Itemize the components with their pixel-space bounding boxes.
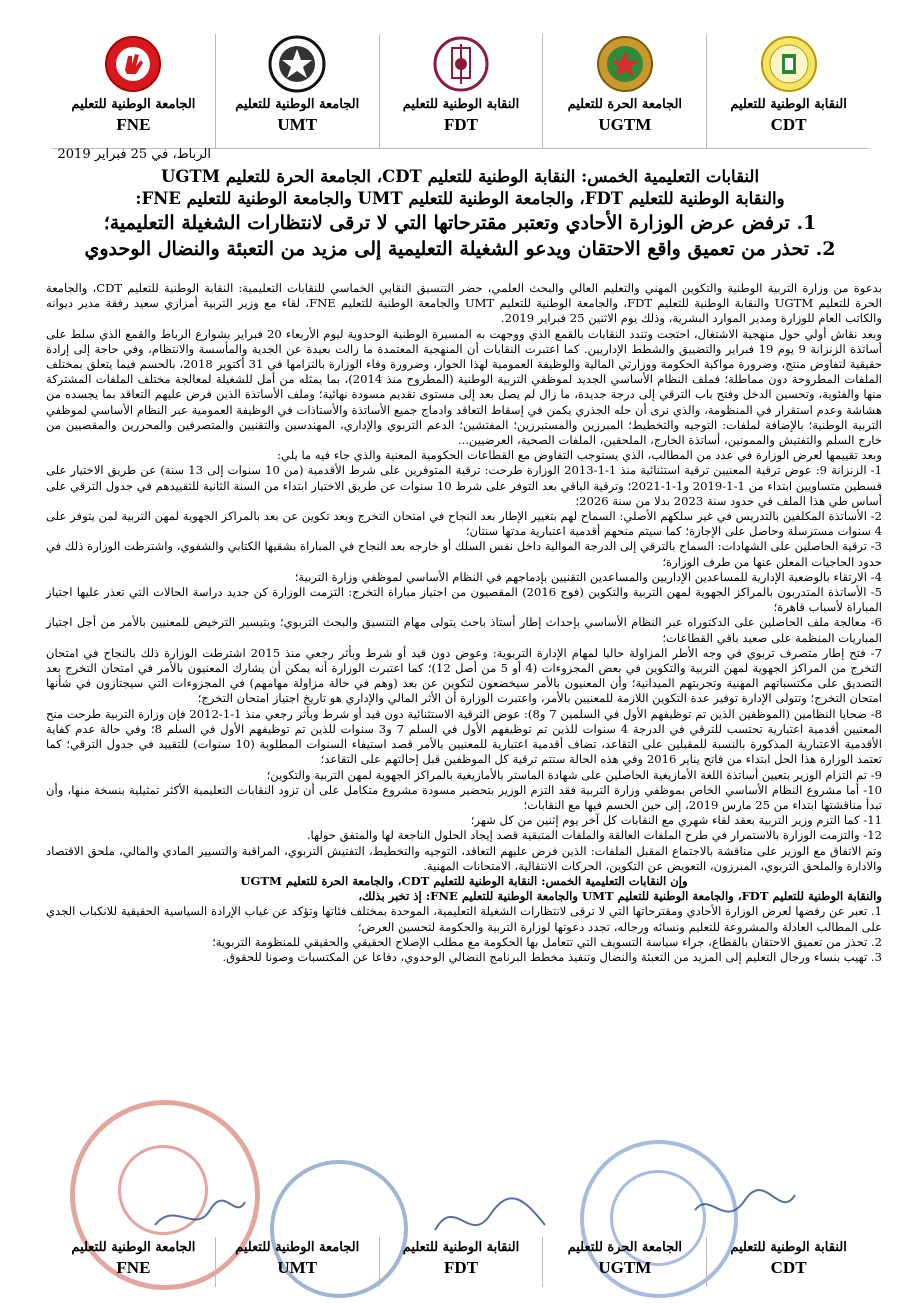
signatory-cdt: [706, 1237, 870, 1287]
signature: [150, 1190, 250, 1240]
union-name: النقابة الوطنية للتعليم: [402, 1240, 520, 1255]
document-body: [46, 281, 882, 965]
title-point: 2. تحذر من تعميق واقع الاحتقان ويدعو الشغيلة التعليمية إلى مزيد من التعبئة والنضال الوحدوي: [84, 238, 836, 260]
union-name: الجامعة الوطنية للتعليم: [235, 1240, 360, 1255]
union-abbr: FNE: [116, 1258, 151, 1277]
body-paragraph: بدعوة من وزارة التربية الوطنية والتكوين المهني والتعليم العالي والبحث العلمي، حضر التنسيق النقابي الخماسي للنقابات التعليمية: النقابة الوطنية للتعليم CDT، والجامعة الحرة للتعليم UGTM والنقابة الوطنية للتعليم FDT، والجامعة الوطنية للتعليم UMT والجامعة الوطنية للتعليم FNE، لقاء مع وزير التربية أمزازي سعيد رفقة مدير ديوانه والكاتب العام للوزارة ومدير الموارد البشرية، وذلك يوم الاثنين 25 فبراير 2019.: [46, 281, 882, 326]
list-item: 9- تم التزام الوزير بتعيين أساتذة اللغة الأمازيغية الحاصلين على شهادة الماستر بالأمازيغية بالمراكز الجهوية لمهن التربية والتكوين؛: [266, 767, 882, 782]
list-item: 11- كما التزم وزير التربية بعقد لقاء شهري مع النقابات كل آخر يوم إثنين من كل شهر؛: [470, 813, 882, 828]
union-name: الجامعة الوطنية للتعليم: [71, 97, 196, 112]
union-name: الجامعة الحرة للتعليم: [567, 1240, 683, 1255]
union-fdt: [379, 34, 543, 148]
closing-line: وإن النقابات التعليمية الخمس: النقابة الوطنية للتعليم CDT، والجامعة الحرة للتعليم UGTM: [240, 873, 688, 888]
union-name: النقابة الوطنية للتعليم: [730, 1240, 847, 1255]
body-paragraph: وتم الاتفاق مع الوزير على مناقشة بالاجتماع المقبل الملفات: الذين فرض عليهم التعاقد، التوجيه والتخطيط، التفتيش التربوي، المراقبة والتسيير المادي والمالي، ملحق الاقتصاد والادارة والملحق التربوي، المبرزون، التعويض عن التكوين، الحركات الانتقالية، الامتحانات المهنية.: [46, 843, 882, 873]
red-stamp-inner: [118, 1145, 208, 1235]
list-item: 4- الارتقاء بالوضعية الإدارية للمساعدين الإداريين والمساعدين التقنيين بإدماجهم في النظام الأساسي لموظفي وزارة التربية؛: [294, 569, 882, 584]
list-item: 7- فتح إطار متصرف تربوي في وجه الأطر المزاولة حاليا لمهام الإدارة التربوية: وعوض دون قيد أو شرط وبأثر رجعي منذ 2015 اشترطت الوزارة ذلك بالنجاح في امتحان التخرج من المراكز الجهوية لمهن التربية والتكوين في بعض المجزوءات (4 أو 5 من أصل 12)؛ كما اعتبرت الوزارة أنه يمكن أن يشارك المعنيون بالأمر في امتحان التخرج بعد التصديق على مكتسباتهم المهنية وتجربتهم الميدانية؛ وأن المعنيون بالأمر سيخضعون لتكوين عن بعد (وهم في حالة مزاولة مهامهم) في المجزوءات التي سيجتازون في شأنها امتحان التخرج؛ وتتولى الإدارة توفير عدة التكوين اللازمة للمعنيين بالأمر، واعتبرت الوزارة أن الأثر المالي والإداري هو تاريخ اجتياز امتحان التخرج؛: [46, 645, 882, 706]
list-item: 1- الزنزانة 9: عوض ترقية المعنيين ترقية استثنائية منذ 1-1-2013 الوزارة طرحت: ترقية المتوفرين على شرط الأقدمية (من 10 سنوات إلى 13 سنة) عن طريق الاختيار على قسطين متساويين ابتداء من 1-1-2019 و1-1-2021؛ وترقية الباقي بعد التوفر على شرط 10 سنوات عن طريق الاختيار ابتداء من السنة الثانية للتقييدهم في جدول الترقي على أساس طي هذا الملف في حدود سنة 2023 بدلا من سنة 2026؛: [46, 463, 882, 508]
closing-line: والنقابة الوطنية للتعليم FDT، والجامعة الوطنية للتعليم UMT والجامعة الوطنية للتعليم FNE: إذ تخبر بذلك،: [358, 889, 882, 904]
union-name: الجامعة الوطنية للتعليم: [235, 97, 360, 112]
list-item: 8- ضحايا النظامين (الموظفين الذين تم توظيفهم الأول في السلمين 7 و8): عوض الترقية الاستثنائية دون قيد أو شرط وبأثر رجعي منذ 1-1-2012 فإن وزارة التربية طرحت منح المعنيين أقدمية اعتبارية تحتسب للترقي في الدرجة 4 سنوات للذين تم توظيفهم الأول في السلم 7 و3 سنوات للذين تم توظيفهم الأول في السلم 8؛ وفي حالة عدم كفاية الأقدمية الاعتبارية المذكورة بالنسبة للمقبلين على التقاعد، تضاف أقدمية اعتبارية للمعنيين بالأمر قصد استيفاء السنوات المطلوبة (10 سنوات) للتقييد في جدول الترقي؛ كما تعتمد الوزارة هذا الحل ابتداء من فاتح يناير 2016 وفي هذه الحالة ستتم ترقية كل الموظفين قبل إحالتهم على التقاعد؛: [46, 706, 882, 767]
union-name: الجامعة الوطنية للتعليم: [71, 1240, 196, 1255]
umt-logo: [260, 34, 334, 94]
fdt-logo: [424, 34, 498, 94]
signature: [690, 1180, 800, 1240]
conclusion-item: 1. تعبر عن رفضها لعرض الوزارة الأحادي ومقترحاتها التي لا ترقى لانتظارات الشغيلة التعليمية، الموحدة بمختلف فئاتها وتؤكد عن غياب الإرادة السياسية الحقيقية للانكباب الجدي على المطالب العادلة والمشروعة للتعليم ونسائه ورجاله، تجدد دعوتها لوزارة التربية والحكومة لتحسين العرض؛: [46, 904, 882, 934]
conclusion-item: 2. تحذر من تعميق الاحتقان بالقطاع، جراء سياسة التسويف التي تتعامل بها الحكومة مع مطلب الإصلاح الحقيقي والحقيقي للمنظومة التربوية؛: [212, 934, 882, 949]
body-paragraph: وبعد نقاش أولي حول منهجية الاشتغال، احتجت وتندد النقابات بالقمع الذي ووجهت به المسيرة الوطنية الوحدوية ليوم الأربعاء 20 فبراير بشوارع الرباط والقمع الذي سلط على أساتذة الزنزانة 9 يوم 19 فبراير والتضييق والشطط الإداريين. كما اعتبرت النقابات أن المنهجية المعتمدة ما زالت بعيدة عن الجدية والمأسسة والانتظام، وفي حاجة إلى إرادة حقيقية لتفاوض منتج، وضرورة مواكبة الحكومة ووزارتي المالية والوظيفة العمومية لهذا الحوار، وضرورة وفاء الوزارة بالتزامها في 31 أكتوبر 2018، بالحسم فيما يتعلق بمختلف الملفات المطروحة دون مماطلة؛ فملف النظام الأساسي الجديد لموظفي التربية الوطنية (المطروح منذ 2014)، بما يمثله من أمل للشغيلة لمعالجة مختلف الملفات المشتركة منها والفئوية، وتحسين الدخل وفتح باب الترقي إلى درجة جديدة، ما زال لم يصل بعد إلى مستوى تقديم مسودة نهائية؛ وملف الأساتذة الذين فرض عليهم التعاقد بما يجسده من هشاشة وعدم استقرار في المنظومة، والذي نرى أن حله الجذري يكمن في إسقاط التعاقد وادماج جميع الأساتذة والأستاذات في الوظيفة العمومية عبر النظام الأساسي لموظفي التربية الوطنية؛ بالإضافة لملفات: التوجيه والتخطيط؛ المبرزين والمستبرزين؛ المفتشين؛ الدعم التربوي والإداري، المهندسين والتقنيين والمتصرفين والمحررين والمقصيين من خارج السلم والتفتيش والممونين، أساتذة الخارج، الملحقين، الملفات الصحية، العرضيين...: [46, 326, 883, 448]
union-ugtm: [542, 34, 706, 148]
list-item: 3- ترقية الحاصلين على الشهادات: السماح بالترقي إلى الدرجة الموالية داخل نفس السلك أو خارجه بعد النجاح في المباراة بشقيها الكتابي والشفوي، واشترطت الوزارة ذلك في حدود الحاجيات المعلن عنها من طرف الوزارة؛: [46, 539, 882, 569]
signatory-fne: [52, 1237, 215, 1287]
fne-logo: [96, 34, 170, 94]
union-abbr: CDT: [770, 115, 807, 134]
union-name: النقابة الوطنية للتعليم: [730, 97, 847, 112]
union-abbr: UMT: [277, 115, 318, 134]
list-item: 10- أما مشروع النظام الأساسي الخاص بموظفي وزارة التربية فقد التزم الوزير بتحضير مسودة مشروع متكامل على أن تزود النقابات التعليمية الأكثر تمثيلية بنسخة منها، وأن تبدأ مناقشتها ابتداء من 25 مارس 2019، إلى حين الحسم فيها مع النقابات؛: [46, 782, 882, 812]
union-abbr: FNE: [116, 115, 151, 134]
signatories-footer: [52, 1237, 870, 1287]
signatory-umt: [215, 1237, 379, 1287]
union-abbr: FDT: [444, 115, 478, 134]
document-date: الرباط، في 25 فبراير 2019: [57, 147, 211, 162]
union-name: الجامعة الحرة للتعليم: [567, 97, 683, 112]
title-point: 1. ترفض عرض الوزارة الأحادي وتعتبر مقترحاتها التي لا ترقى لانتظارات الشغيلة التعليمية؛: [103, 212, 817, 234]
union-name: النقابة الوطنية للتعليم: [402, 97, 520, 112]
union-cdt: [706, 34, 870, 148]
document-title: [40, 166, 880, 262]
union-abbr: UGTM: [598, 1258, 652, 1277]
cdt-logo: [752, 34, 826, 94]
conclusion-item: 3. تهيب بنساء ورجال التعليم إلى المزيد من التعبئة والنضال وتنفيذ مخطط البرنامج النضالي الوحدوي، دفاعا عن المكتسبات وصونا للحقوق.: [222, 949, 882, 964]
union-fne: [52, 34, 215, 148]
list-item: 5- الأساتذة المتدربون بالمراكز الجهوية لمهن التربية والتكوين (فوج 2016) المقصيون من اجتياز مباراة التخرج: التزمت الوزارة كن جديد دراسة الحالات التي تعذر عليها اجتياز المباراة لأسباب قاهرة؛: [46, 585, 882, 615]
signatory-ugtm: [542, 1237, 706, 1287]
signatory-fdt: [379, 1237, 543, 1287]
list-item: 12- والتزمت الوزارة بالاستمرار في طرح الملفات العالقة والملفات المتبقية قصد إيجاد الحلول الناجعة لها والمتفق حولها.: [306, 828, 882, 843]
title-line: والنقابة الوطنية للتعليم FDT، والجامعة الوطنية للتعليم UMT والجامعة الوطنية للتعليم FNE:: [135, 189, 785, 208]
body-paragraph: وبعد تقييمها لعرض الوزارة في عدد من المطالب، الذي يستوجب التفاوض مع القطاعات الحكومية المعنية والذي جاء فيه ما يلي:: [277, 448, 882, 463]
list-item: 6- معالجة ملف الحاصلين على الدكتوراه عبر النظام الأساسي بإحداث إطار أستاذ باحث يتولى مهام التنسيق والبحث التربوي؛ وبتيسير الترخيص للمعنيين بالأمر من أجل اجتياز المباريات المنظمة على صعيد باقي القطاعات؛: [46, 615, 882, 645]
list-item: 2- الأساتذة المكلفين بالتدريس في غير سلكهم الأصلي: السماح لهم بتغيير الإطار بعد النجاح في امتحان التخرج وبعد تكوين عن بعد بالمراكز الجهوية لمهن التربية لمن يتوفر على 4 سنوات مسترسلة وحاصل على الإجازة؛ كما سيتم منحهم أقدمية اعتبارية مدتها سنتان؛: [46, 509, 882, 539]
union-abbr: UGTM: [598, 115, 652, 134]
unions-header: [52, 34, 870, 149]
title-line: النقابات التعليمية الخمس: النقابة الوطنية للتعليم CDT، الجامعة الحرة للتعليم UGTM: [160, 167, 760, 186]
union-umt: [215, 34, 379, 148]
ugtm-logo: [588, 34, 662, 94]
union-abbr: FDT: [444, 1258, 478, 1277]
union-abbr: UMT: [277, 1258, 318, 1277]
union-abbr: CDT: [770, 1258, 807, 1277]
